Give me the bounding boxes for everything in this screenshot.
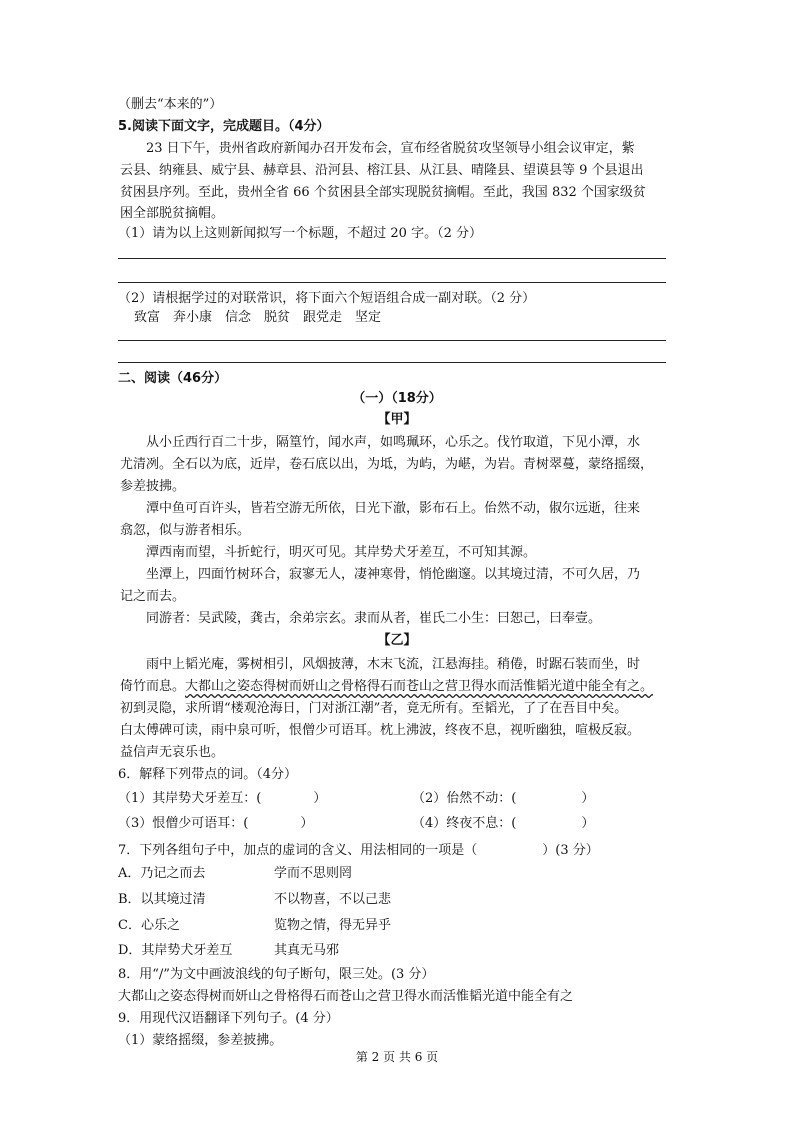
q5-news-line: 云县、纳雍县、威宁县、赫章县、沿河县、榕江县、从江县、晴隆县、望谟县等 9 个县退出 — [120, 163, 644, 178]
q7-option-b: B．以其境过清 — [118, 892, 206, 907]
q5-sub1: （1）请为以上这则新闻拟写一个标题，不超过 20 字。（2 分） — [118, 226, 482, 241]
q6-item: （2）佁然不动：( ） — [412, 791, 595, 806]
q5-sub2: （2）请根据学过的对联常识，将下面六个短语组合成一副对联。（2 分） — [118, 291, 536, 306]
q7-option-a-pair: 学而不思则罔 — [274, 866, 353, 881]
yi-line: 益信声无哀乐也。 — [120, 745, 225, 760]
q7-option-a: A．乃记之而去 — [118, 866, 206, 881]
jia-line: 同游者：吴武陵，龚古，余弟宗玄。隶而从者，崔氏二小生：曰恕己，曰奉壹。 — [146, 611, 602, 626]
answer-line[interactable] — [118, 340, 666, 341]
q8-sentence: 大都山之姿态得树而妍山之骨格得石而苍山之营卫得水而活惟韬光道中能全有之 — [118, 989, 574, 1004]
yi-label: 【乙】 — [377, 633, 417, 648]
q6-title: 6．解释下列带点的词。（4分） — [118, 767, 298, 782]
q9-item1: （1）蒙络摇缀，参差披拂。 — [118, 1033, 283, 1048]
q6-item: （1）其岸势犬牙差互：( ） — [118, 791, 327, 806]
jia-label: 【甲】 — [377, 412, 417, 427]
q8-title: 8．用“/”为文中画波浪线的句子断句，限三处。(3 分） — [118, 967, 435, 982]
jia-line: 翕忽，似与游者相乐。 — [120, 523, 251, 538]
q5-news-line: 23 日下午，贵州省政府新闻办召开发布会，宣布经省脱贫攻坚领导小组会议审定，紫 — [146, 141, 635, 156]
answer-line[interactable] — [118, 258, 666, 259]
q6-item: （3）恨僧少可语耳：( ） — [118, 816, 314, 831]
q7-option-d-pair: 其真无马邪 — [274, 943, 340, 958]
q5-phrases: 致富 奔小康 信念 脱贫 跟党走 坚定 — [134, 310, 382, 325]
yi-line: 雨中上韬光庵，雾树相引，风烟披薄，木末飞流，江悬海挂。稍倦，时踞石装而坐，时 — [146, 657, 641, 672]
answer-line[interactable] — [118, 282, 666, 283]
jia-line: 参差披拂。 — [120, 479, 186, 494]
q5-news-line: 贫困县序列。至此，贵州全省 66 个贫困县全部实现脱贫摘帽。至此，我国 832 个国家级贫 — [120, 185, 646, 200]
jia-line: 从小丘西行百二十步，隔篁竹，闻水声，如鸣珮环，心乐之。伐竹取道，下见小潭，水 — [146, 435, 641, 450]
section2-title: 二、阅读（46分） — [118, 371, 228, 386]
jia-line: 潭中鱼可百许头，皆若空游无所依，日光下澈，影布石上。佁然不动，俶尔远逝，往来 — [146, 501, 641, 516]
wavy-sentence: 大都山之姿态得树而妍山之骨格得石而苍山之营卫得水而活惟韬光道中能全有之。 — [185, 679, 654, 694]
top-note: （删去“本来的”） — [118, 97, 223, 112]
page-footer: 第 2 页 共 6 页 — [355, 1050, 439, 1064]
q5-news-line: 困全部脱贫摘帽。 — [120, 206, 225, 221]
q7-option-c: C．心乐之 — [118, 918, 180, 933]
q6-item: （4）终夜不息：( ） — [412, 816, 595, 831]
jia-line: 坐潭上，四面竹树环合，寂寥无人，凄神寒骨，悄怆幽邃。以其境过清，不可久居，乃 — [146, 567, 641, 582]
q7-option-c-pair: 览物之情，得无异乎 — [274, 918, 392, 933]
jia-line: 记之而去。 — [120, 589, 186, 604]
q5-title: 5.阅读下面文字，完成题目。（4分） — [118, 119, 330, 134]
part1-title: （一）（18分） — [352, 391, 442, 406]
yi-line: 倚竹而息。 — [120, 679, 186, 694]
q7-option-b-pair: 不以物喜，不以己悲 — [274, 892, 392, 907]
q7-option-d: D．其岸势犬牙差互 — [118, 943, 233, 958]
yi-line: 白太傅碑可读，雨中泉可听，恨僧少可语耳。枕上沸波，终夜不息，视听幽独，喧极反寂。 — [120, 723, 641, 738]
jia-line: 潭西南而望，斗折蛇行，明灭可见。其岸势犬牙差互，不可知其源。 — [146, 545, 537, 560]
q9-title: 9．用现代汉语翻译下列句子。(4 分） — [118, 1011, 339, 1026]
jia-line: 尤清冽。全石以为底，近岸，卷石底以出，为坻，为屿，为嵁，为岩。青树翠蔓，蒙络摇缀， — [120, 457, 654, 472]
yi-line: 初到灵隐，求所谓“楼观沧海日，门对浙江潮”者，竟无所有。至韬光，了了在吾目中矣。 — [120, 701, 628, 716]
q7-title: 7．下列各组句子中，加点的虚词的含义、用法相同的一项是（ ）(3 分） — [118, 843, 599, 858]
answer-line[interactable] — [118, 362, 666, 363]
